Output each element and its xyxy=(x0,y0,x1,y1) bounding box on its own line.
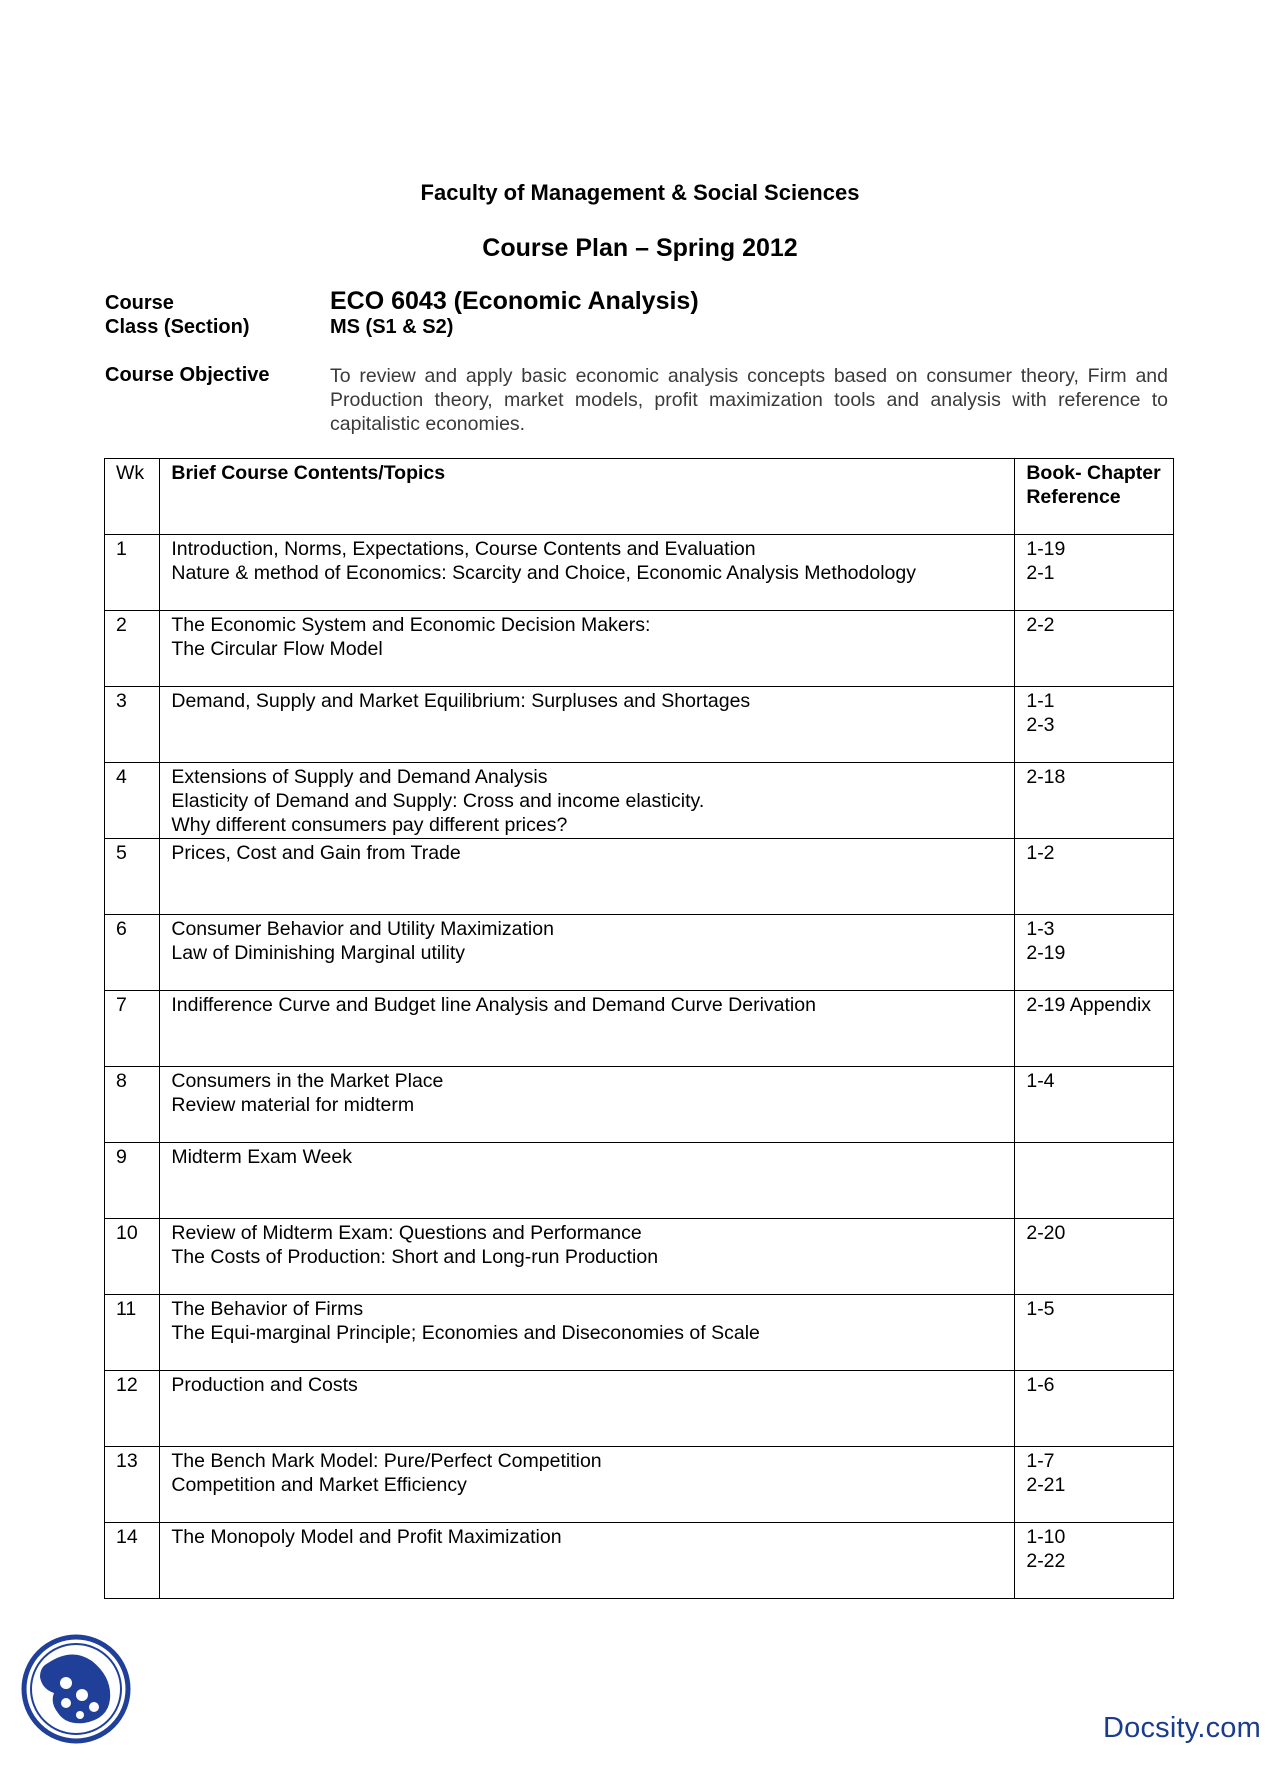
class-value: MS (S1 & S2) xyxy=(330,316,454,338)
chapter-reference: 2-22 xyxy=(1026,1550,1066,1572)
topics-cell xyxy=(160,1371,1015,1447)
header-reference-line: Book- Chapter xyxy=(1026,462,1161,484)
reference-cell xyxy=(1015,763,1174,839)
topic-line: The Monopoly Model and Profit Maximization xyxy=(171,1526,562,1548)
reference-cell xyxy=(1015,1523,1174,1599)
course-label: Course xyxy=(105,292,174,314)
objective-text: To review and apply basic economic analysis concepts based on consumer theory, Firm and Production theory, market models, profit maximization tools and analysis with reference to capitalistic economies. xyxy=(330,365,1168,435)
topics-cell xyxy=(160,1143,1015,1219)
week-number: 7 xyxy=(105,991,160,1067)
topic-line: Nature & method of Economics: Scarcity and Choice, Economic Analysis Methodology xyxy=(171,562,916,584)
reference-cell xyxy=(1015,1295,1174,1371)
topic-line: Law of Diminishing Marginal utility xyxy=(171,942,466,964)
topic-line: The Costs of Production: Short and Long-run Production xyxy=(171,1246,659,1268)
chapter-reference: 1-1 xyxy=(1026,690,1055,712)
topic-line: Indifference Curve and Budget line Analysis and Demand Curve Derivation xyxy=(171,994,816,1016)
table-row xyxy=(105,1067,1174,1143)
course-plan-table xyxy=(104,458,1174,1599)
table-row xyxy=(105,915,1174,991)
topic-line: Consumers in the Market Place xyxy=(171,1070,444,1092)
week-number: 5 xyxy=(105,839,160,915)
header-wk: Wk xyxy=(105,459,160,535)
chapter-reference: 2-18 xyxy=(1026,766,1066,788)
table-row xyxy=(105,1371,1174,1447)
chapter-reference: 1-19 xyxy=(1026,538,1066,560)
topic-line: Review material for midterm xyxy=(171,1094,415,1116)
topics-cell xyxy=(160,1295,1015,1371)
reference-cell xyxy=(1015,915,1174,991)
page-title: Course Plan – Spring 2012 xyxy=(482,234,798,262)
topic-line: The Equi-marginal Principle; Economies and Diseconomies of Scale xyxy=(171,1322,760,1344)
topic-line: Review of Midterm Exam: Questions and Performance xyxy=(171,1222,642,1244)
reference-cell xyxy=(1015,611,1174,687)
week-number: 3 xyxy=(105,687,160,763)
topic-line: The Circular Flow Model xyxy=(171,638,383,660)
topic-line: Consumer Behavior and Utility Maximization xyxy=(171,918,554,940)
topics-cell xyxy=(160,687,1015,763)
table-row xyxy=(105,1447,1174,1523)
week-number: 9 xyxy=(105,1143,160,1219)
topic-line: Introduction, Norms, Expectations, Course Contents and Evaluation xyxy=(171,538,756,560)
topics-cell xyxy=(160,839,1015,915)
week-number: 13 xyxy=(105,1447,160,1523)
topic-line: Midterm Exam Week xyxy=(171,1146,352,1168)
chapter-reference: 2-3 xyxy=(1026,714,1055,736)
week-number: 6 xyxy=(105,915,160,991)
chapter-reference: 1-5 xyxy=(1026,1298,1055,1320)
chapter-reference: 2-19 xyxy=(1026,942,1066,964)
chapter-reference: 2-20 xyxy=(1026,1222,1066,1244)
course-value: ECO 6043 (Economic Analysis) xyxy=(330,287,699,315)
chapter-reference: 2-21 xyxy=(1026,1474,1066,1496)
table-row xyxy=(105,991,1174,1067)
reference-cell xyxy=(1015,1219,1174,1295)
chapter-reference: 2-2 xyxy=(1026,614,1055,636)
topics-cell xyxy=(160,535,1015,611)
topics-cell xyxy=(160,915,1015,991)
header-reference-line: Reference xyxy=(1026,486,1121,508)
topics-cell xyxy=(160,763,1015,839)
week-number: 11 xyxy=(105,1295,160,1371)
docsity-logo-icon xyxy=(20,1633,132,1745)
topic-line: Why different consumers pay different prices? xyxy=(171,814,568,836)
table-header-row xyxy=(105,459,1174,535)
faculty-heading: Faculty of Management & Social Sciences xyxy=(420,180,860,205)
table-row xyxy=(105,535,1174,611)
week-number: 2 xyxy=(105,611,160,687)
chapter-reference: 2-1 xyxy=(1026,562,1055,584)
week-number: 1 xyxy=(105,535,160,611)
objective-label: Course Objective xyxy=(105,364,270,386)
topics-cell xyxy=(160,1219,1015,1295)
chapter-reference: 1-6 xyxy=(1026,1374,1055,1396)
topics-cell xyxy=(160,1523,1015,1599)
table-row xyxy=(105,1143,1174,1219)
topic-line: Extensions of Supply and Demand Analysis xyxy=(171,766,548,788)
reference-cell xyxy=(1015,535,1174,611)
table-row xyxy=(105,839,1174,915)
reference-cell xyxy=(1015,1371,1174,1447)
table-row xyxy=(105,763,1174,839)
week-number: 14 xyxy=(105,1523,160,1599)
docsity-brand-text[interactable]: Docsity.com xyxy=(1103,1712,1261,1744)
topics-cell xyxy=(160,1447,1015,1523)
week-number: 4 xyxy=(105,763,160,839)
table-row xyxy=(105,1523,1174,1599)
header-reference xyxy=(1015,459,1174,535)
topics-cell xyxy=(160,991,1015,1067)
table-row xyxy=(105,687,1174,763)
chapter-reference: 1-3 xyxy=(1026,918,1055,940)
topic-line: The Bench Mark Model: Pure/Perfect Competition xyxy=(171,1450,602,1472)
topics-cell xyxy=(160,611,1015,687)
header-topics: Brief Course Contents/Topics xyxy=(160,459,1015,535)
chapter-reference: 1-10 xyxy=(1026,1526,1066,1548)
topic-line: Demand, Supply and Market Equilibrium: Surpluses and Shortages xyxy=(171,690,751,712)
topic-line: Prices, Cost and Gain from Trade xyxy=(171,842,461,864)
table-row xyxy=(105,1295,1174,1371)
chapter-reference: 2-19 Appendix xyxy=(1026,994,1152,1016)
topic-line: The Behavior of Firms xyxy=(171,1298,364,1320)
reference-cell xyxy=(1015,1143,1174,1219)
chapter-reference: 1-7 xyxy=(1026,1450,1055,1472)
reference-cell xyxy=(1015,1447,1174,1523)
reference-cell xyxy=(1015,839,1174,915)
reference-cell xyxy=(1015,991,1174,1067)
week-number: 12 xyxy=(105,1371,160,1447)
reference-cell xyxy=(1015,687,1174,763)
chapter-reference: 1-4 xyxy=(1026,1070,1055,1092)
reference-cell xyxy=(1015,1067,1174,1143)
topics-cell xyxy=(160,1067,1015,1143)
topic-line: Production and Costs xyxy=(171,1374,358,1396)
table-row xyxy=(105,1219,1174,1295)
chapter-reference: 1-2 xyxy=(1026,842,1055,864)
class-label: Class (Section) xyxy=(105,316,250,338)
week-number: 8 xyxy=(105,1067,160,1143)
topic-line: Elasticity of Demand and Supply: Cross and income elasticity. xyxy=(171,790,705,812)
topic-line: The Economic System and Economic Decision Makers: xyxy=(171,614,651,636)
week-number: 10 xyxy=(105,1219,160,1295)
table-row xyxy=(105,611,1174,687)
topic-line: Competition and Market Efficiency xyxy=(171,1474,467,1496)
table-body xyxy=(105,535,1174,1599)
